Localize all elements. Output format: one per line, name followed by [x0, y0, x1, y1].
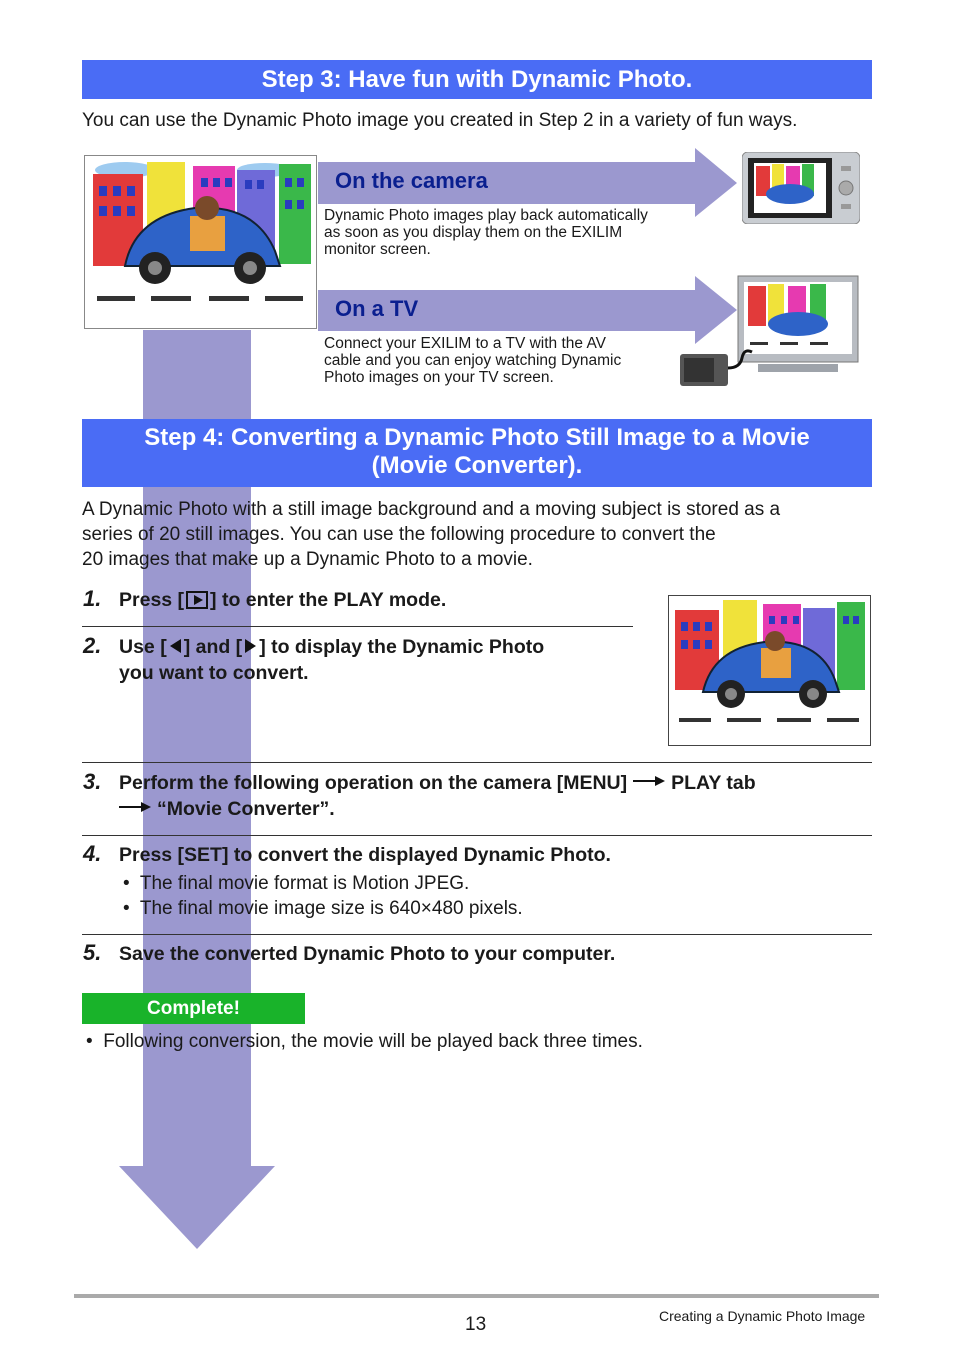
step-2-text-c: ] to display the Dynamic Photo: [259, 636, 545, 658]
step-1-text: [119, 587, 446, 613]
footer-rule: [74, 1294, 879, 1298]
step-3-text-line2: [119, 796, 335, 822]
tv-desc-1: Connect your EXILIM to a TV with the AV: [324, 335, 607, 352]
step-1-text-a: Press [: [119, 589, 185, 611]
step-2-text-a: Use [: [119, 636, 167, 658]
step4-title-line1: Step 4: Converting a Dynamic Photo Still Image to a Movie: [144, 424, 810, 451]
right-arrow-icon: [245, 639, 256, 653]
bullet-text: The final movie format is Motion JPEG.: [139, 873, 470, 894]
camera-desc-1: Dynamic Photo images play back automatically: [324, 207, 648, 224]
step-5-text: Save the converted Dynamic Photo to your computer.: [119, 943, 616, 965]
complete-badge: [82, 993, 305, 1024]
complete-note-text: Following conversion, the movie will be played back three times.: [103, 1031, 643, 1052]
step4-para-2: series of 20 still images. You can use the following procedure to convert the: [82, 524, 716, 545]
divider: [82, 626, 633, 627]
step4-title-line2: (Movie Converter).: [371, 452, 583, 479]
step-2-text-line2: you want to convert.: [119, 662, 309, 684]
divider: [82, 835, 872, 836]
step-3-text-b: PLAY tab: [671, 772, 756, 794]
step-2-number: 2.: [83, 633, 102, 658]
divider: [82, 934, 872, 935]
camera-desc-2: as soon as you display them on the EXILIM: [324, 224, 623, 241]
drawing-illustration: [84, 155, 317, 329]
bullet-text: The final movie image size is 640×480 pixels.: [139, 898, 523, 919]
step-1-text-b: ] to enter the PLAY mode.: [210, 589, 447, 611]
complete-note: • Following conversion, the movie will be played back three times.: [86, 1031, 643, 1052]
tv-label: On a TV: [335, 296, 419, 321]
bullet-item: • The final movie image size is 640×480 pixels.: [123, 898, 523, 919]
camera-label: On the camera: [335, 168, 488, 193]
bullet-item: • The final movie format is Motion JPEG.: [123, 873, 470, 894]
step-4-number: 4.: [83, 841, 102, 866]
step-1-number: 1.: [83, 586, 102, 611]
step4-para-3: 20 images that make up a Dynamic Photo to a movie.: [82, 549, 533, 570]
tv-desc-3: Photo images on your TV screen.: [324, 369, 554, 386]
camera-desc-3: monitor screen.: [324, 241, 431, 258]
step4-para-1: A Dynamic Photo with a still image background and a moving subject is stored as a: [82, 499, 781, 520]
arrow-icon: [633, 776, 665, 786]
footer-section: Creating a Dynamic Photo Image: [659, 1308, 866, 1324]
divider: [82, 762, 872, 763]
left-arrow-icon: [170, 639, 181, 653]
step-4-text: Press [SET] to convert the displayed Dynamic Photo.: [119, 844, 611, 866]
step-2-text: [119, 634, 544, 660]
complete-label: Complete!: [147, 998, 240, 1019]
step-3-text: [119, 770, 756, 796]
step3-banner: [82, 60, 872, 99]
tv-desc-2: cable and you can enjoy watching Dynamic: [324, 352, 622, 369]
step4-banner: [82, 419, 872, 487]
step-2-text-b: ] and [: [183, 636, 243, 658]
step-3-text-a: Perform the following operation on the camera [MENU]: [119, 772, 628, 794]
step3-title: Step 3: Have fun with Dynamic Photo.: [261, 66, 693, 93]
step-3-number: 3.: [83, 769, 102, 794]
tv-image: [680, 272, 860, 390]
play-icon: [186, 591, 208, 609]
step2-drawing: [668, 595, 871, 746]
arrow-icon: [119, 802, 151, 812]
page-number: 13: [465, 1314, 487, 1335]
camera-image: [742, 152, 860, 224]
step-3-text-c: “Movie Converter”.: [157, 798, 335, 820]
step-5-number: 5.: [83, 940, 102, 965]
step3-intro: You can use the Dynamic Photo image you created in Step 2 in a variety of fun ways.: [82, 110, 798, 131]
